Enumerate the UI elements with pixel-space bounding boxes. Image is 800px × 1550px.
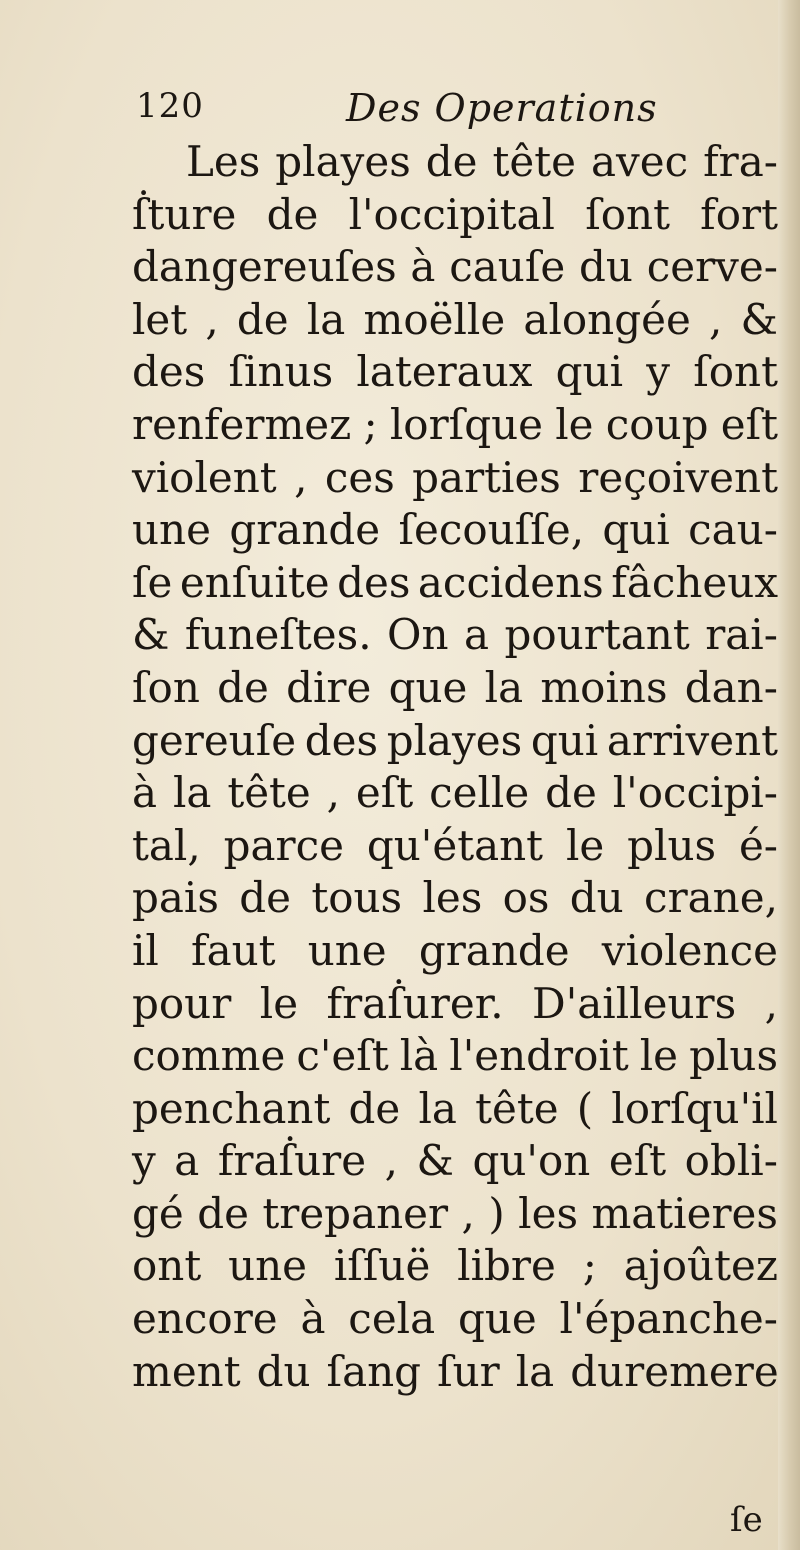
word: eſt (720, 399, 778, 449)
word: de (236, 294, 289, 344)
word: la (515, 1346, 555, 1396)
word: que (457, 1294, 537, 1344)
word: à (132, 768, 158, 818)
word: playes (386, 715, 523, 765)
word: trepaner (262, 1188, 449, 1238)
word: iſſuë (333, 1241, 431, 1291)
body-text (132, 136, 778, 1398)
word: libre (457, 1241, 556, 1291)
word: eſt (608, 1136, 667, 1186)
word: des (304, 715, 379, 765)
text-line (132, 241, 778, 294)
word: le (565, 820, 605, 870)
word: ( (576, 1083, 594, 1133)
word: gé (132, 1188, 184, 1238)
word: D'ailleurs (532, 978, 737, 1028)
word: de (217, 662, 269, 712)
word: l'épanche- (559, 1294, 778, 1344)
word: On (387, 610, 449, 660)
word: y (646, 347, 670, 397)
word: tous (311, 873, 403, 923)
word: celle (429, 768, 530, 818)
word: de (266, 189, 319, 239)
word: dan- (684, 662, 778, 712)
word: ont (132, 1241, 202, 1291)
word: ſur (437, 1346, 500, 1396)
word: de (239, 873, 291, 923)
word: ces (324, 452, 395, 502)
word: plus (627, 820, 717, 870)
word: Les (186, 137, 261, 186)
word: a (174, 1136, 200, 1186)
word: à (410, 242, 436, 292)
word: qui (602, 505, 670, 555)
word: gereuſe (132, 715, 297, 765)
word: matieres (591, 1188, 778, 1238)
text-line (132, 1293, 778, 1346)
text-line (132, 978, 778, 1031)
word: des (132, 347, 206, 397)
word: , (326, 768, 341, 818)
text-line (132, 609, 778, 662)
text-line (132, 504, 778, 557)
word: du (569, 873, 624, 923)
word: eſt (355, 768, 414, 818)
text-line (132, 872, 778, 925)
text-line (132, 136, 778, 189)
text-line (132, 557, 778, 610)
word: moëlle (363, 294, 506, 344)
word: ſecouſſe, (398, 505, 585, 555)
word: parce (223, 820, 344, 870)
word: lateraux (356, 347, 533, 397)
word: la (484, 662, 524, 712)
word: , (461, 1188, 475, 1238)
word: accidens (417, 557, 604, 607)
word: c'eſt (296, 1031, 389, 1081)
word: & (740, 294, 778, 344)
word: duremere (570, 1346, 779, 1396)
word: arrivent (606, 715, 778, 765)
text-line (132, 1346, 778, 1399)
word: é- (738, 820, 778, 870)
word: reçoivent (578, 452, 778, 502)
word: penchant (132, 1083, 331, 1133)
word: les (518, 1188, 578, 1238)
word: le (259, 978, 299, 1028)
word: , (709, 294, 723, 344)
catchword: ſe (730, 1500, 763, 1540)
word: enſuite (179, 557, 330, 607)
word: ſinus (228, 347, 334, 397)
word: crane, (644, 873, 778, 923)
word: avec (590, 137, 689, 186)
word: il (132, 925, 159, 975)
word: ; (363, 399, 378, 449)
word: moins (540, 662, 668, 712)
word: grande (418, 925, 570, 975)
word: let (132, 294, 188, 344)
word: & (132, 610, 170, 660)
word: , (294, 452, 308, 502)
text-line (132, 820, 778, 873)
word: ſon (132, 662, 200, 712)
page-header (136, 86, 776, 136)
word: tête (492, 137, 576, 186)
word: pour (132, 978, 232, 1028)
word: lorſqu'il (611, 1083, 778, 1133)
word: l'occipital (348, 189, 555, 239)
word: fraẛure (217, 1136, 367, 1186)
word: du (256, 1346, 311, 1396)
word: dangereuſes (132, 242, 397, 292)
text-line (132, 346, 778, 399)
text-line (132, 715, 778, 768)
word: violence (601, 925, 778, 975)
word: playes (275, 137, 411, 186)
word: l'occipi- (612, 768, 778, 818)
word: le (639, 1031, 679, 1081)
word: de (197, 1188, 249, 1238)
word: , (205, 294, 219, 344)
word: tête (475, 1083, 559, 1133)
word: le (555, 399, 594, 449)
word: ; (582, 1241, 597, 1291)
page-number: 120 (136, 86, 204, 126)
word: du (579, 242, 633, 292)
text-line (132, 1030, 778, 1083)
word: une (228, 1241, 308, 1291)
word: la (418, 1083, 457, 1133)
word: cela (348, 1294, 436, 1344)
word: grande (229, 505, 381, 555)
text-line (132, 189, 778, 242)
word: ſont (693, 347, 778, 397)
word: qui (555, 347, 624, 397)
word: faut (191, 925, 276, 975)
word: une (307, 925, 387, 975)
word: des (337, 557, 411, 607)
word: qui (530, 715, 599, 765)
word: cau- (688, 505, 778, 555)
word: a (464, 610, 490, 660)
word: fâcheux (611, 557, 778, 607)
word: la (306, 294, 346, 344)
word: ajoûtez (623, 1241, 778, 1291)
word: ment (132, 1346, 241, 1396)
word: tal, (132, 820, 201, 870)
word: la (172, 768, 212, 818)
word: de (545, 768, 597, 818)
word: ſont (585, 189, 670, 239)
word: pais (132, 873, 219, 923)
page-edge (778, 0, 800, 1550)
word: renfermez (132, 399, 352, 449)
word: ſe (132, 557, 173, 607)
text-line (132, 662, 778, 715)
word: à (300, 1294, 326, 1344)
word: plus (689, 1031, 778, 1081)
word: ẛture (132, 189, 237, 239)
word: alongée (523, 294, 691, 344)
text-line (132, 925, 778, 978)
text-line (132, 1240, 778, 1293)
word: , (384, 1136, 398, 1186)
word: violent (132, 452, 277, 502)
word: de (425, 137, 478, 186)
word: ) (488, 1188, 505, 1238)
word: que (388, 662, 468, 712)
text-line (132, 1188, 778, 1241)
word: obli- (684, 1136, 778, 1186)
word: & (416, 1136, 454, 1186)
word: os (502, 873, 550, 923)
word: , (764, 978, 778, 1028)
word: encore (132, 1294, 278, 1344)
word: là (399, 1031, 439, 1081)
word: les (422, 873, 483, 923)
text-line (132, 1083, 778, 1136)
word: rai- (705, 610, 778, 660)
word: lorſque (389, 399, 544, 449)
word: une (132, 505, 211, 555)
text-line (132, 294, 778, 347)
word: fraẛurer. (326, 978, 504, 1028)
word: cauſe (449, 242, 566, 292)
word: de (348, 1083, 401, 1133)
running-title: Des Operations (346, 86, 658, 130)
word: pourtant (504, 610, 690, 660)
text-line (132, 767, 778, 820)
word: qu'on (472, 1136, 591, 1186)
word: l'endroit (449, 1031, 629, 1081)
word: coup (605, 399, 709, 449)
text-line (132, 399, 778, 452)
text-line (132, 452, 778, 505)
word: ſang (326, 1346, 422, 1396)
word: qu'étant (366, 820, 544, 870)
word: tête (227, 768, 311, 818)
word: fort (700, 189, 778, 239)
word: dire (286, 662, 372, 712)
word: funeſtes. (184, 610, 372, 660)
word: fra- (703, 137, 778, 186)
text-line (132, 1135, 778, 1188)
word: comme (132, 1031, 286, 1081)
word: parties (412, 452, 561, 502)
word: y (132, 1136, 156, 1186)
word: cerve- (646, 242, 778, 292)
